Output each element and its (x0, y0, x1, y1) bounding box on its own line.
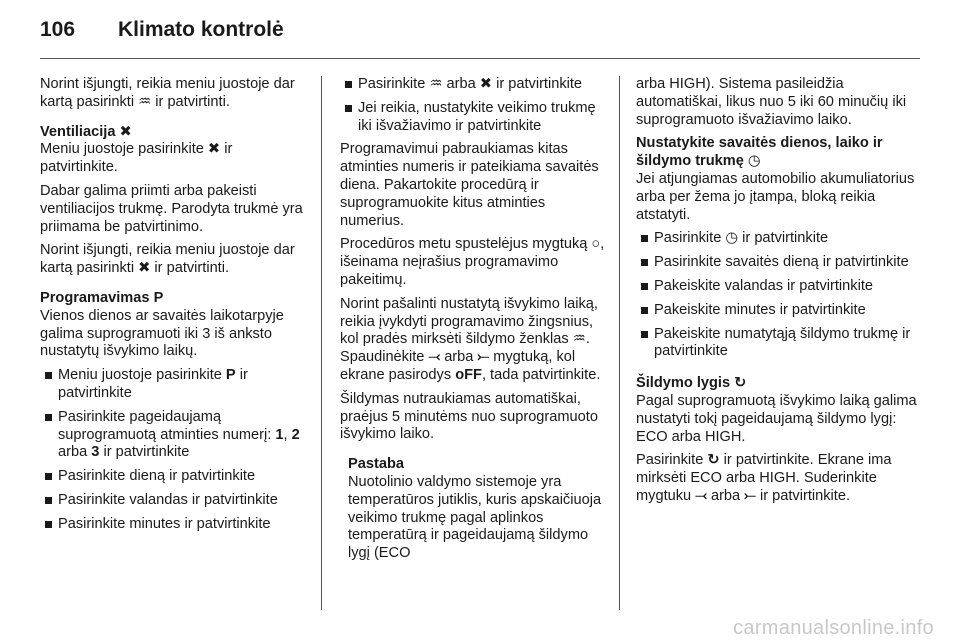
paragraph: Programavimui pabraukiamas kitas atminties numeris ir pateikiama savaitės diena. Pakartokite procedūrą ir suprogramuokite kitus atminties numerius. (340, 141, 599, 229)
list-item: Pasirinkite ♒ arba ✖ ir patvirtinkite (340, 76, 608, 94)
step-list (40, 367, 308, 533)
section-heading-heating-level: Šildymo lygis ↻ (636, 375, 747, 392)
watermark: carmanualsonline.info (733, 617, 934, 639)
fan-icon: ✖ (138, 260, 151, 277)
paragraph: Norint išjungti, reikia meniu juostoje dar kartą pasirinkti ✖ ir patvirtinti. (40, 242, 295, 277)
column-1 (40, 76, 308, 540)
step-list (636, 230, 920, 361)
paragraph: Meniu juostoje pasirinkite ✖ ir patvirtinkite. (40, 141, 233, 176)
forward-arrow-icon: ⤚ (477, 349, 490, 366)
list-item: Pakeiskite minutes ir patvirtinkite (636, 302, 920, 320)
paragraph: Norint pašalinti nustatytą išvykimo laiką, reikia įvykdyti programavimo žingsnius, kol pradės mirksėti šildymo ženklas ♒. Spaudinėkite ⤙ arba ⤚ mygtuką, kol ekrane pasirodys oFF, tada patvirtinkite. (340, 295, 601, 383)
clock-icon: ◷ (725, 230, 739, 247)
paragraph: Vienos dienos ar savaitės laikotarpyje galima suprogramuoti iki 3 iš anksto nustatytų išvykimo laikų. (40, 307, 284, 360)
list-item: Jei reikia, nustatykite veikimo trukmę iki išvažiavimo ir patvirtinkite (340, 100, 608, 136)
note-box (340, 456, 608, 563)
timer-icon: ♒ (138, 93, 152, 110)
fan-icon: ✖ (207, 141, 221, 158)
list-item: Pasirinkite savaitės dieną ir patvirtinkite (636, 254, 920, 272)
page-title: Klimato kontrolė (118, 18, 284, 41)
header-divider (40, 58, 920, 59)
fan-icon: ✖ (119, 123, 132, 140)
section-heading-ventilation: Ventiliacija ✖ (40, 123, 132, 140)
column-3 (636, 76, 920, 512)
section-heading-set-day-time: Nustatykite savaitės dienos, laiko ir šildymo trukmę ◷ (636, 135, 883, 170)
off-label: oFF (455, 366, 482, 383)
section-heading-programming: Programavimas P (40, 289, 164, 306)
list-item: Meniu juostoje pasirinkite P ir patvirtinkite (40, 367, 308, 403)
paragraph: arba HIGH). Sistema pasileidžia automatiškai, likus nuo 5 iki 60 minučių iki suprogramuoto išvažiavimo laiko. (636, 76, 907, 128)
list-item: Pasirinkite minutes ir patvirtinkite (40, 516, 308, 534)
list-item: Pasirinkite ◷ ir patvirtinkite (636, 230, 920, 248)
paragraph: Jei atjungiamas automobilio akumuliatorius arba per žema jo įtampa, bloką reikia atstatyti. (636, 170, 915, 223)
clock-icon: ◷ (747, 153, 761, 170)
paragraph: Šildymas nutraukiamas automatiškai, praėjus 5 minutėms nuo suprogramuoto išvykimo laiko. (340, 390, 598, 443)
fan-icon: ✖ (479, 76, 493, 92)
column-divider-2 (619, 76, 620, 610)
paragraph: Pagal suprogramuotą išvykimo laiką galima nustatyti tokį pageidaujamą šildymo lygį: ECO arba HIGH. (636, 392, 917, 445)
back-arrow-icon: ⤙ (695, 487, 707, 504)
list-item: Pakeiskite numatytąją šildymo trukmę ir patvirtinkite (636, 326, 920, 362)
list-item: Pasirinkite pageidaujamą suprogramuotą atminties numerį: 1, 2 arba 3 ir patvirtinkite (40, 409, 308, 462)
paragraph: Norint išjungti, reikia meniu juostoje dar kartą pasirinkti ♒ ir patvirtinti. (40, 76, 295, 110)
page-number: 106 (40, 18, 76, 41)
paragraph: Dabar galima priimti arba pakeisti ventiliacijos trukmę. Parodyta trukmė yra priimama be patvirtinimo. (40, 182, 303, 235)
paragraph: Pasirinkite ↻ ir patvirtinkite. Ekrane ima mirksėti ECO arba HIGH. Suderinkite mygtuku ⤙ arba ⤚ ir patvirtinkite. (636, 452, 892, 504)
timer-icon: ♒ (429, 76, 443, 92)
list-item: Pasirinkite valandas ir patvirtinkite (40, 492, 308, 510)
paragraph: Procedūros metu spustelėjus mygtuką ○, išeinama neįrašius programavimo pakeitimų. (340, 236, 605, 288)
back-arrow-icon: ⤙ (428, 349, 441, 366)
list-item: Pasirinkite dieną ir patvirtinkite (40, 468, 308, 486)
column-2 (340, 76, 608, 563)
timer-icon: ♒ (572, 331, 586, 348)
column-divider-1 (321, 76, 322, 610)
note-title: Pastaba (348, 456, 404, 473)
temperature-icon: ↻ (734, 375, 747, 392)
page-header (40, 18, 284, 48)
temperature-icon: ↻ (707, 452, 720, 469)
power-icon: ○ (591, 236, 601, 253)
forward-arrow-icon: ⤚ (744, 487, 756, 504)
list-item: Pakeiskite valandas ir patvirtinkite (636, 278, 920, 296)
note-body: Nuotolinio valdymo sistemoje yra temperatūros jutiklis, kuris apskaičiuoja veikimo trukmę pagal aplinkos temperatūrą ir pageidaujamą šildymo lygį (ECO (348, 473, 602, 562)
step-list (340, 76, 608, 135)
